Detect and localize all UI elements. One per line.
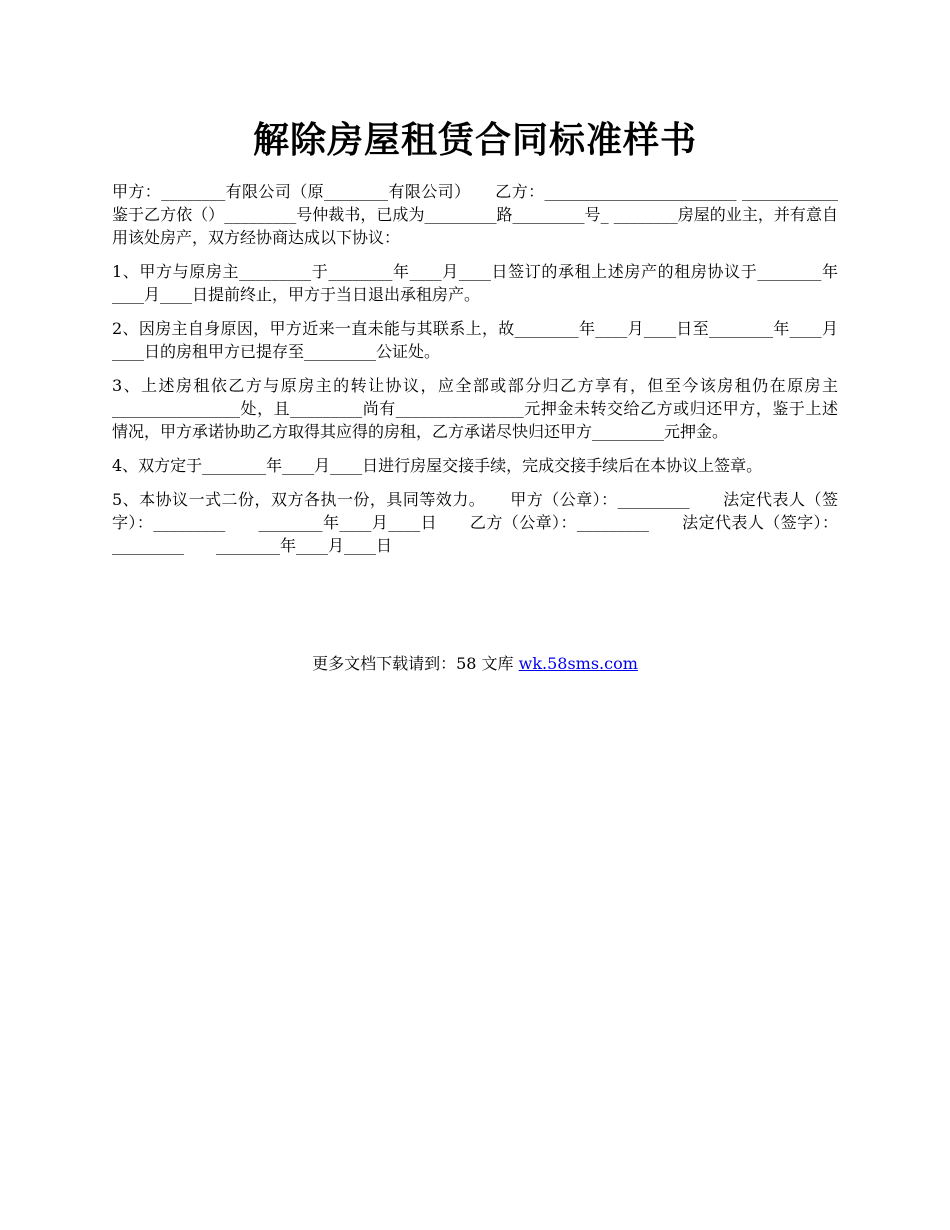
paragraph-clause-5-signatures: 5、本协议一式二份，双方各执一份，具同等效力。 甲方（公章）：_________ 法定代表人（签字）：_________ ________年____月____日 乙方（公章）：_________ 法定代表人（签字）：_________ ________年____月____日	[112, 490, 838, 555]
paragraph-clause-4: 4、双方定于________年____月____日进行房屋交接手续，完成交接手续后在本协议上签章。	[112, 456, 763, 475]
paragraph-preamble: 甲方：________有限公司（原________有限公司） 乙方：________________________ ____________ 鉴于乙方依（）_________号仲裁书，已成为_________路_________号_ ________房屋的业主，并有意自用该处房产，双方经协商达成以下协议：	[112, 182, 871, 247]
footer-text: 更多文档下载请到：58 文库	[312, 654, 519, 673]
footer-link[interactable]: wk.58sms.com	[518, 654, 638, 673]
document-body	[112, 180, 871, 568]
paragraph-clause-1: 1、甲方与原房主_________于________年____月____日签订的承租上述房产的租房协议于________年____月____日提前终止，甲方于当日退出承租房产。	[112, 262, 838, 304]
paragraph-clause-2: 2、因房主自身原因，甲方近来一直未能与其联系上，故________年____月____日至________年____月____日的房租甲方已提存至_________公证处。	[112, 319, 838, 361]
download-footer	[0, 652, 950, 675]
document-title: 解除房屋租赁合同标准样书	[252, 119, 697, 161]
paragraph-clause-3: 3、上述房租依乙方与原房主的转让协议，应全部或部分归乙方享有，但至今该房租仍在原房主________________处，且_________尚有________________元押金未转交给乙方或归还甲方，鉴于上述情况，甲方承诺协助乙方取得其应得的房租，乙方承诺尽快归还甲方_________元押金。	[112, 376, 838, 441]
